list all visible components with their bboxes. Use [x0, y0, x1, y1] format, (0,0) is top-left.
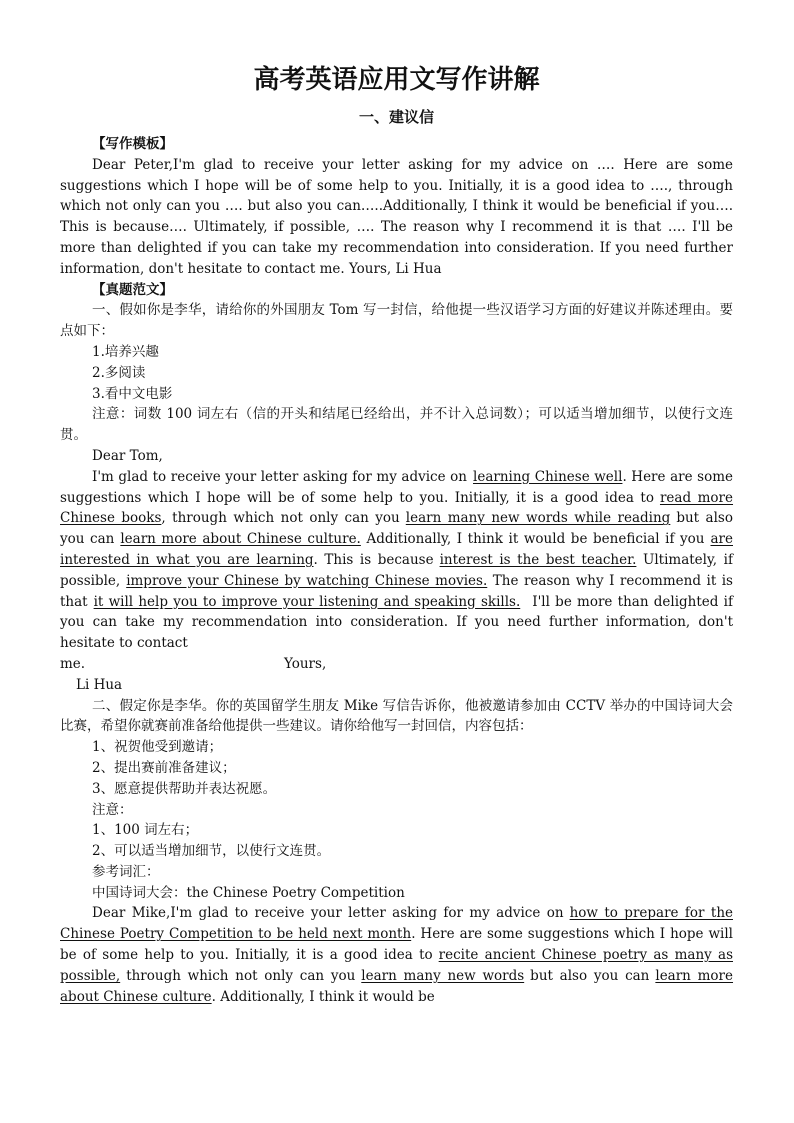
letter-underlined-text: learn many new words while reading	[405, 510, 671, 527]
letter-text: , through which not only can you	[161, 510, 400, 527]
closing-me: me.	[60, 655, 86, 672]
document-title: 高考英语应用文写作讲解	[253, 65, 540, 95]
example1-point: 2.多阅读	[92, 364, 146, 381]
example2-vocab: 中国诗词大会：the Chinese Poetry Competition	[92, 884, 405, 901]
examples-heading: 【真题范文】	[92, 281, 173, 298]
example2-prompt: 二、假定你是李华。你的英国留学生朋友 Mike 写信告诉你，他被邀请参加由 CCTV 举办的中国诗词大会比赛，希望你就赛前准备给他提供一些建议。请你给他写一封回信，内容包括：	[60, 697, 733, 735]
letter-underlined-text: learn more about Chinese culture	[60, 967, 734, 1005]
letter-text: I'll be more than delighted if you can take my recommendation into consideration. If you need further information, don't hesitate to contact	[60, 593, 733, 652]
letter-underlined-text: improve your Chinese by watching Chinese movies.	[126, 572, 488, 589]
example2-note-label: 注意：	[92, 801, 133, 818]
letter-text: . Additionally, I think it would be	[211, 988, 435, 1005]
example2-point: 3、愿意提供帮助并表达祝愿。	[92, 780, 277, 797]
letter-underlined-text: it will help you to improve your listening and speaking skills.	[93, 593, 521, 610]
example2-note: 1、100 词左右；	[92, 822, 199, 839]
letter-text: but also you can	[60, 510, 733, 548]
letter-underlined-text: learn more about Chinese culture.	[120, 531, 361, 548]
section-title: 一、建议信	[358, 108, 434, 126]
letter-text: but also you can	[530, 967, 650, 984]
letter-text: The reason why I recommend it is that	[60, 572, 733, 610]
example1-prompt: 一、假如你是李华，请给你的外国朋友 Tom 写一封信，给他提一些汉语学习方面的好建议并陈述理由。要点如下：	[60, 302, 733, 340]
example1-point: 3.看中文电影	[92, 385, 173, 402]
example2-point: 1、祝贺他受到邀请；	[92, 739, 223, 756]
document-page	[60, 60, 733, 1007]
template-text: Dear Peter,I'm glad to receive your letter asking for my advice on …. Here are some suggestions which I hope will be of some help to you. Initially, it is a good idea to …., through which not only can you …. but also you can…..Additionally, I think it would be beneficial if you…. This is because…. Ultimately, if possible, …. The reason why I recommend it is that …. I'll be more than delighted if you can take my recommendation into consideration. If you need further information, don't hesitate to contact me. Yours, Li Hua	[60, 156, 733, 277]
example1-signature: Li Hua	[76, 676, 123, 693]
letter-text: I'm glad to receive your letter asking for my advice on	[92, 468, 468, 485]
letter-text: . Here are some suggestions which I hope will be of some help to you. Initially, it is a good idea to	[60, 468, 733, 506]
example2-point: 2、提出赛前准备建议；	[92, 759, 236, 776]
example1-closing	[60, 654, 733, 675]
example1-salutation: Dear Tom,	[92, 447, 163, 464]
letter-text: Additionally, I think it would be beneficial if you	[360, 531, 705, 548]
letter-underlined-text: how to prepare for the Chinese Poetry Competition to be held next month	[60, 905, 733, 943]
letter-underlined-text: learning Chinese well	[473, 468, 623, 485]
example2-letter-body	[60, 903, 733, 1007]
letter-underlined-text: read more Chinese books	[60, 489, 734, 527]
letter-text: through which not only can you	[126, 967, 356, 984]
letter-text: Dear Mike,I'm glad to receive your letter asking for my advice on	[92, 905, 564, 922]
letter-underlined-text: recite ancient Chinese poetry as many as possible,	[60, 947, 733, 984]
example1-letter-body	[60, 467, 733, 654]
closing-yours: Yours,	[284, 655, 327, 672]
example1-point: 1.培养兴趣	[92, 343, 159, 360]
letter-text: Ultimately, if possible,	[60, 551, 733, 589]
letter-underlined-text: are interested in what you are learning	[60, 531, 733, 568]
letter-text: . This is because	[313, 551, 434, 568]
example1-note: 注意：词数 100 词左右（信的开头和结尾已经给出，并不计入总词数）；可以适当增加细节，以使行文连贯。	[60, 406, 733, 444]
letter-underlined-text: interest is the best teacher.	[439, 551, 637, 568]
letter-underlined-text: learn many new words	[361, 967, 525, 984]
template-heading: 【写作模板】	[92, 136, 173, 152]
example2-note: 2、可以适当增加细节，以使行文连贯。	[92, 843, 331, 860]
letter-text: . Here are some suggestions which I hope will be of some help to you. Initially, it is a good idea to	[60, 926, 733, 964]
example2-vocab-label: 参考词汇：	[92, 863, 160, 880]
